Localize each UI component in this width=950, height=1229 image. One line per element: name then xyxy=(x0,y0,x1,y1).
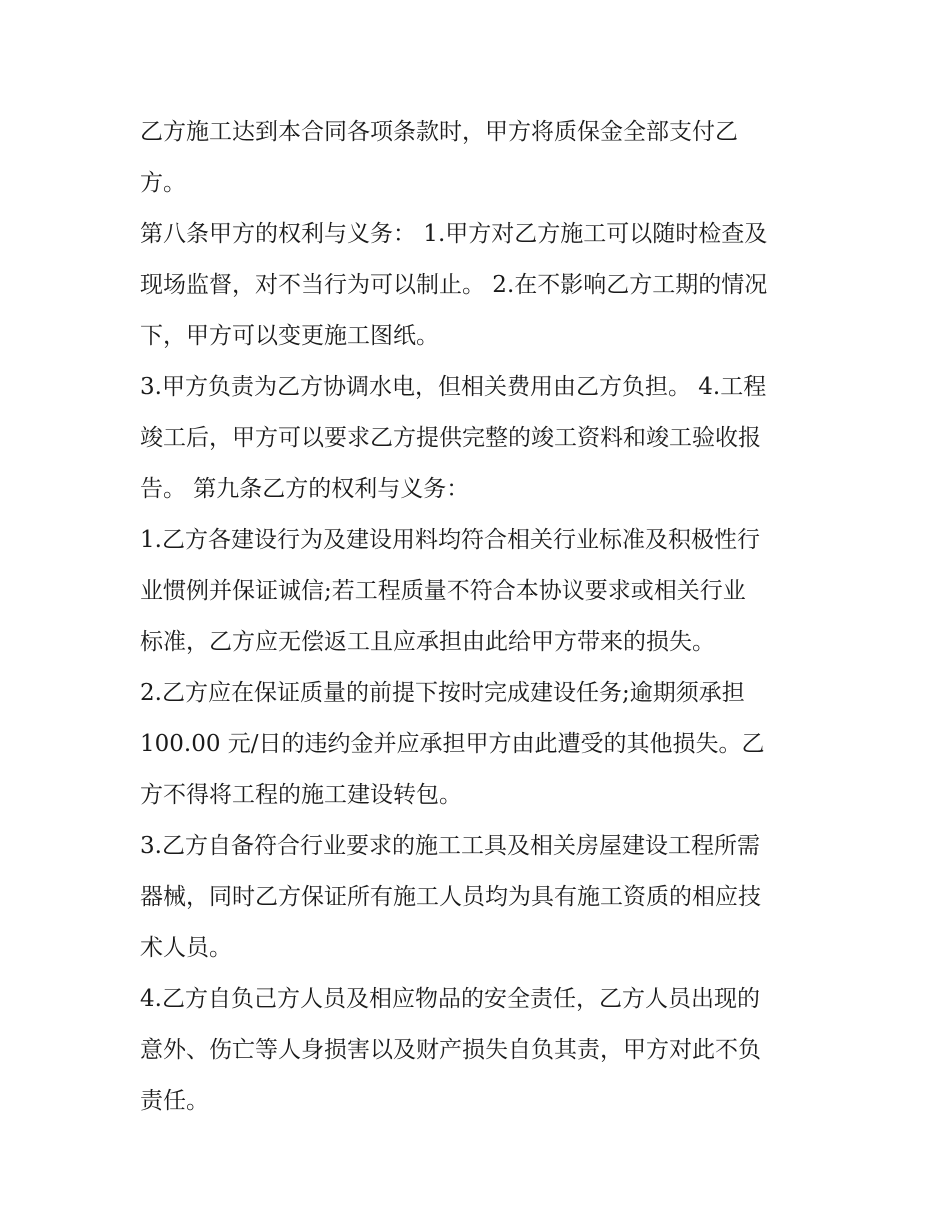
text-line: 方不得将工程的施工建设转包。 xyxy=(140,782,462,808)
text-line: 4.乙方自负己方人员及相应物品的安全责任，乙方人员出现的 xyxy=(140,986,760,1012)
text-line: 告。 第九条乙方的权利与义务： xyxy=(140,476,470,502)
text-line: 责任。 xyxy=(140,1088,209,1114)
text-line: 3.甲方负责为乙方协调水电，但相关费用由乙方负担。 4.工程 xyxy=(140,374,767,400)
text-line: 2.乙方应在保证质量的前提下按时完成建设任务;逾期须承担 xyxy=(140,680,745,706)
text-line: 标准，乙方应无偿返工且应承担由此给甲方带来的损失。 xyxy=(140,629,715,655)
text-line: 3.乙方自备符合行业要求的施工工具及相关房屋建设工程所需 xyxy=(140,833,760,859)
text-line: 1.乙方各建设行为及建设用料均符合相关行业标准及积极性行 xyxy=(140,527,760,553)
text-line: 100.00 元/日的违约金并应承担甲方由此遭受的其他损失。乙 xyxy=(140,731,765,757)
text-line: 第八条甲方的权利与义务： 1.甲方对乙方施工可以随时检查及 xyxy=(140,221,768,247)
text-line: 乙方施工达到本合同各项条款时，甲方将质保金全部支付乙 xyxy=(140,119,738,145)
contract-text xyxy=(140,107,820,1127)
text-line: 方。 xyxy=(140,170,186,196)
text-line: 下，甲方可以变更施工图纸。 xyxy=(140,323,439,349)
text-line: 意外、伤亡等人身损害以及财产损失自负其责，甲方对此不负 xyxy=(140,1037,761,1063)
text-line: 器械，同时乙方保证所有施工人员均为具有施工资质的相应技 xyxy=(140,884,761,910)
text-line: 业惯例并保证诚信;若工程质量不符合本协议要求或相关行业 xyxy=(140,578,746,604)
text-line: 术人员。 xyxy=(140,935,232,961)
text-line: 现场监督，对不当行为可以制止。 2.在不影响乙方工期的情况 xyxy=(140,272,768,298)
text-line: 竣工后，甲方可以要求乙方提供完整的竣工资料和竣工验收报 xyxy=(140,425,761,451)
